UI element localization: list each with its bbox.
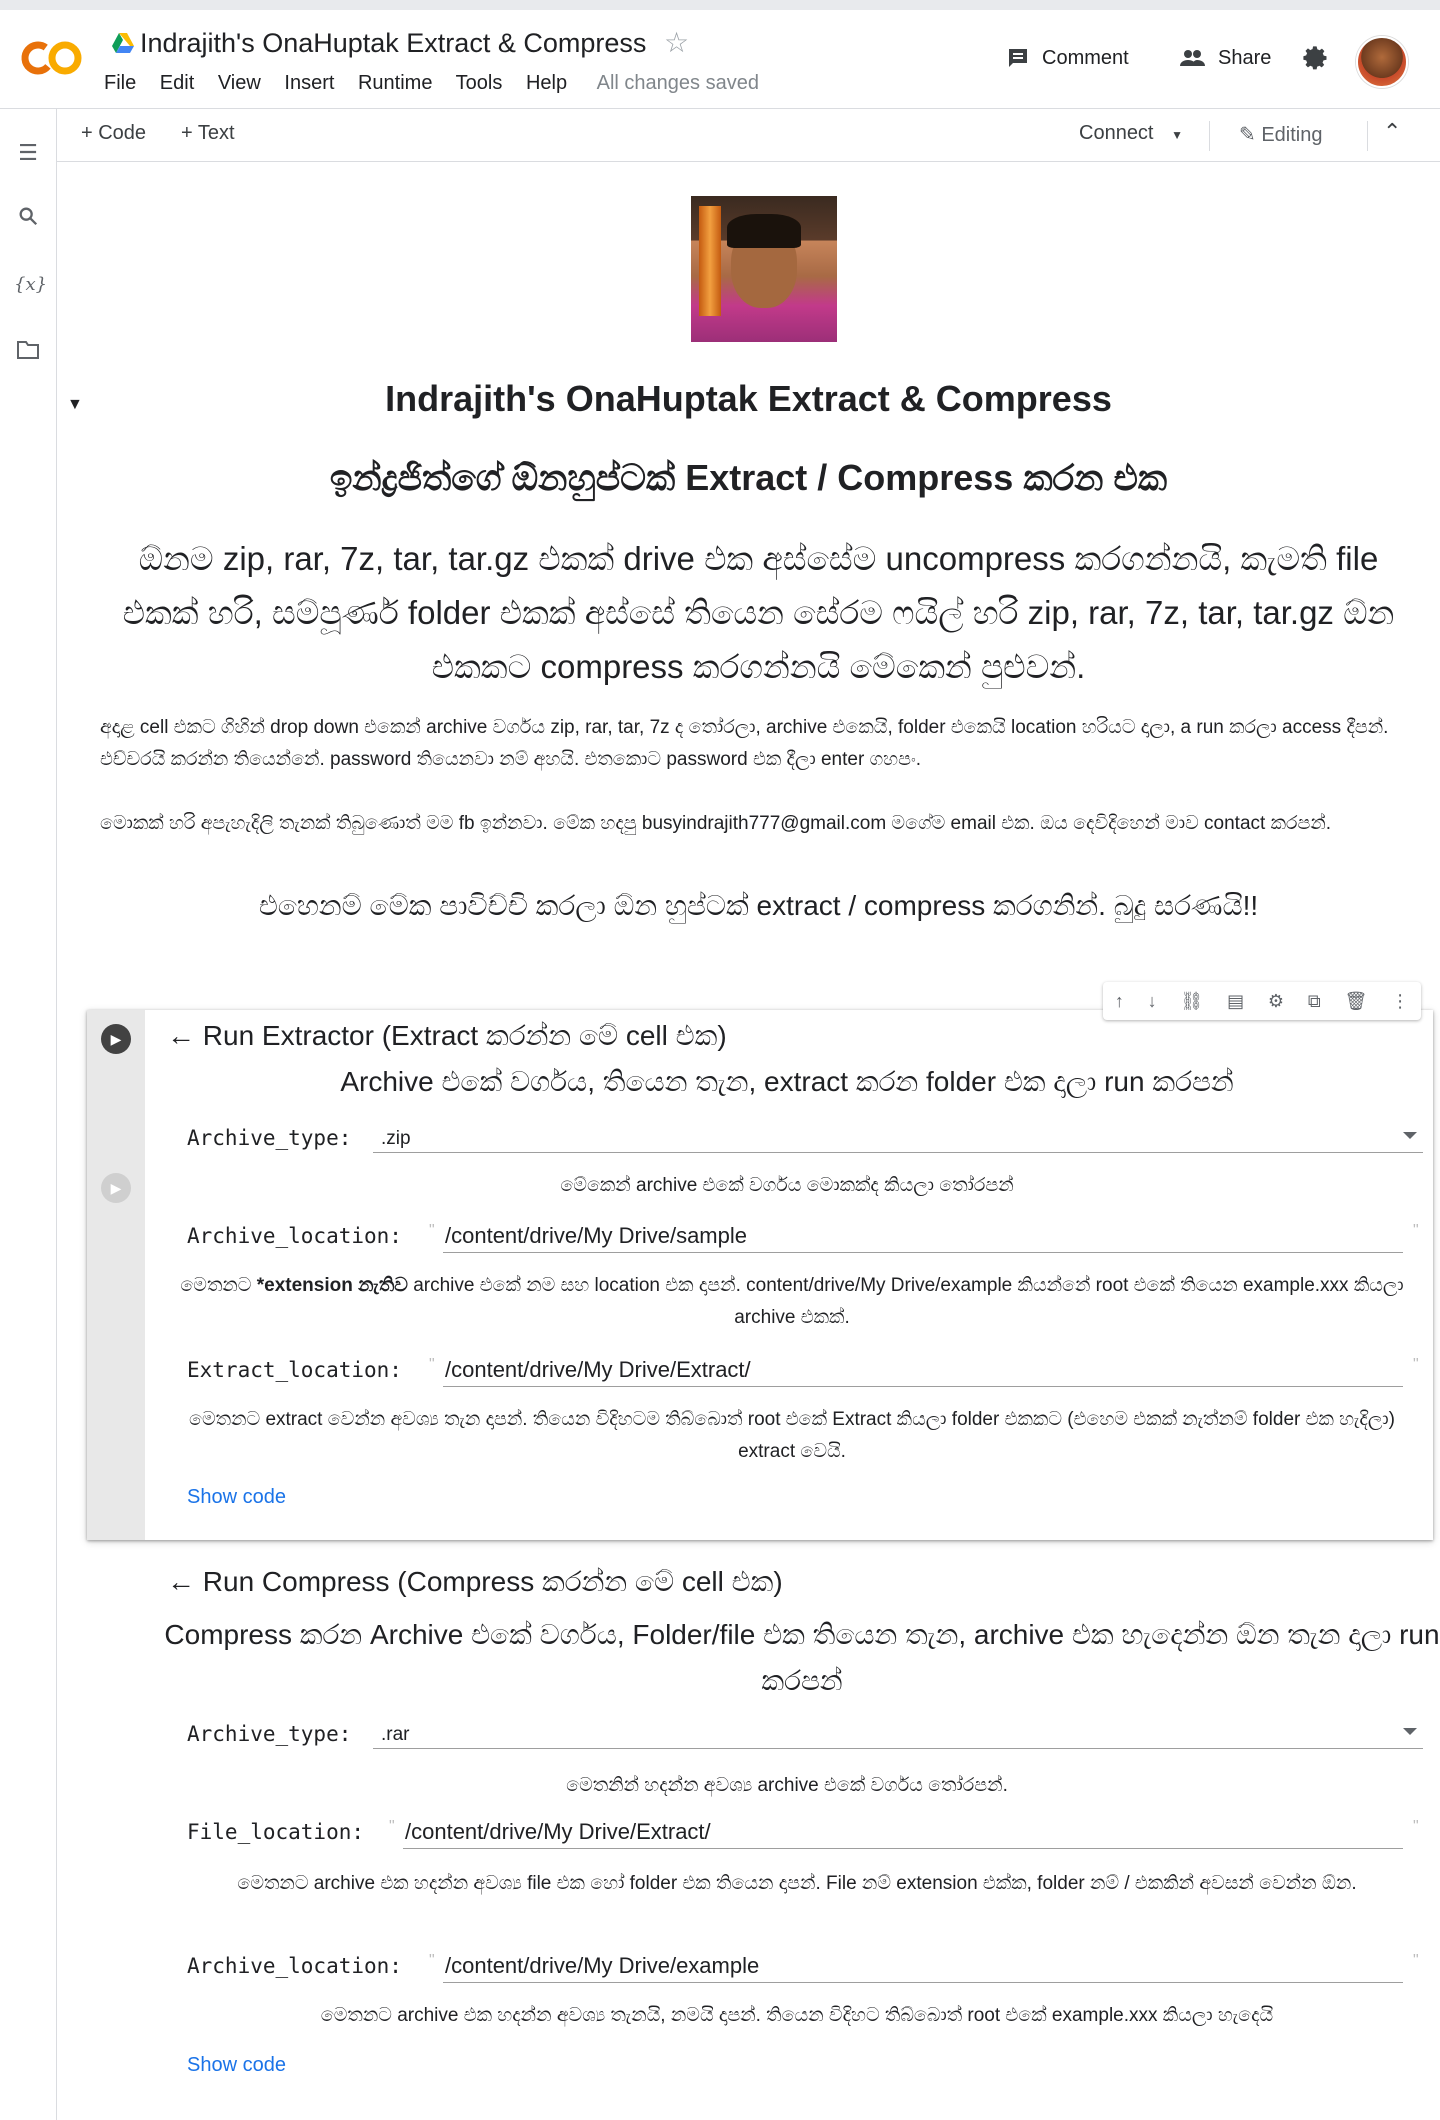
quote-mark: "	[1413, 1818, 1419, 1835]
toc-icon[interactable]: ☰	[18, 140, 38, 165]
photo-hair	[727, 214, 801, 248]
compress-title: ← Run Compress (Compress කරන්න මේ cell එක)	[167, 1566, 783, 1597]
toolbar-divider-2	[1367, 121, 1368, 151]
colab-logo[interactable]	[20, 38, 84, 78]
menu-bar	[104, 72, 777, 95]
notebook-content	[57, 162, 1440, 2120]
compress-subtitle: Compress කරන Archive එකේ වර්ගය, Folder/file එක තියෙන තැන, archive එක හැදෙන්න ඕන තැන දාලා run කරපන්	[164, 1619, 1440, 1696]
cell-settings-icon[interactable]: ⚙	[1267, 990, 1285, 1011]
compress-file-location-value: /content/drive/My Drive/Extract/	[405, 1819, 711, 1844]
notebook-toolbar	[57, 109, 1440, 162]
compress-archive-type-value: .rar	[381, 1724, 410, 1745]
run-compress-button[interactable]: ▶	[101, 1173, 131, 1203]
run-extract-button[interactable]: ▶	[101, 1024, 131, 1054]
toolbar-divider	[1209, 121, 1210, 151]
extract-archive-location-label: Archive_location:	[187, 1224, 402, 1248]
extract-show-code-link[interactable]: Show code	[187, 1486, 286, 1508]
avatar[interactable]	[1356, 36, 1408, 88]
notebook-title-text[interactable]: Indrajith's OnaHuptak Extract & Compress	[140, 28, 647, 58]
share-button[interactable]	[1178, 46, 1271, 70]
compress-show-code-link[interactable]: Show code	[187, 2054, 286, 2076]
heading-sinhala: ඉන්ද්‍රජිත්ගේ ඕනහුප්ටක් Extract / Compress කරන එක	[329, 457, 1168, 498]
quote-mark: "	[1413, 1356, 1419, 1373]
connect-button[interactable]	[1079, 122, 1183, 145]
notebook-title[interactable]	[112, 28, 646, 59]
chevron-down-icon	[1403, 1728, 1417, 1735]
people-icon	[1178, 46, 1206, 70]
desc-prefix: මෙතනට	[180, 1275, 257, 1296]
extract-title: ← Run Extractor (Extract කරන්න මේ cell එක)	[167, 1020, 727, 1051]
compress-archive-location-label: Archive_location:	[187, 1954, 402, 1978]
compress-archive-type-desc: මෙතනින් හදන්න අවශ්‍ය archive එකේ වර්ගය තෝරපන්.	[566, 1775, 1008, 1796]
contact-paragraph: මොකක් හරි අපැහැදිලි තැනක් තිබුණොත් මම fb ඉන්නවා. මේක හදපු busyindrajith777@gmail.com මගේම email එක. ඔය දෙවිදිහෙන් මාව contact කරපන්.	[100, 813, 1332, 834]
extract-archive-location-desc	[167, 1270, 1417, 1334]
extract-archive-type-value: .zip	[381, 1128, 411, 1149]
menu-help[interactable]: Help	[525, 72, 568, 94]
extract-archive-type-label: Archive_type:	[187, 1126, 352, 1150]
left-sidebar	[0, 109, 57, 2120]
quote-mark: "	[429, 1952, 435, 1969]
star-icon[interactable]: ☆	[664, 27, 690, 58]
cell-toolbar	[1103, 982, 1421, 1020]
comment-cell-icon[interactable]: ▤	[1227, 990, 1245, 1011]
compress-archive-type-select[interactable]	[373, 1720, 1423, 1749]
link-icon[interactable]: ⛓	[1180, 990, 1204, 1011]
photo-candle	[699, 206, 721, 316]
delete-icon[interactable]: 🗑	[1344, 990, 1368, 1011]
extract-archive-type-desc: මේකෙන් archive එකේ වර්ගය මොකක්ද කියලා තෝරපන්	[560, 1175, 1014, 1196]
chevron-down-icon: ▼	[1171, 128, 1183, 142]
comment-label: Comment	[1042, 46, 1129, 69]
drive-icon	[112, 33, 134, 53]
editing-label: Editing	[1261, 124, 1323, 146]
folder-icon[interactable]	[14, 339, 42, 367]
intro-text: ඕනම zip, rar, 7z, tar, tar.gz එකක් drive එක අස්සේම uncompress කරගන්නයි, කැමති file එකක් හරි, සම්පූර්ණ folder එකක් අස්සේ තියෙන සේරම ෆයිල් හරි zip, rar, 7z, tar, tar.gz ඕන එකකට compress කරගන්නයි මේකෙන් පුළුවන්.	[122, 540, 1395, 685]
save-status[interactable]: All changes saved	[596, 72, 759, 94]
desc-bold: *extension නැතිව	[256, 1275, 408, 1296]
move-up-icon[interactable]: ↑	[1114, 990, 1124, 1011]
variables-icon[interactable]: {x}	[14, 274, 48, 295]
menu-view[interactable]: View	[217, 72, 261, 94]
menu-file[interactable]: File	[104, 72, 137, 94]
compress-file-location-label: File_location:	[187, 1820, 365, 1844]
extract-archive-location-input[interactable]	[443, 1220, 1403, 1253]
settings-button[interactable]	[1302, 44, 1330, 72]
more-icon[interactable]: ⋮	[1391, 990, 1410, 1011]
move-down-icon[interactable]: ↓	[1147, 990, 1157, 1011]
menu-tools[interactable]: Tools	[455, 72, 503, 94]
gear-icon	[1302, 44, 1330, 72]
compress-archive-location-value: /content/drive/My Drive/example	[445, 1953, 760, 1978]
pencil-icon: ✎	[1239, 124, 1256, 146]
mirror-cell-icon[interactable]: ⧉	[1307, 990, 1321, 1011]
extract-location-input[interactable]	[443, 1354, 1403, 1387]
quote-mark: "	[429, 1356, 435, 1373]
quote-mark: "	[389, 1818, 395, 1835]
author-photo	[691, 196, 837, 342]
extract-archive-location-value: /content/drive/My Drive/sample	[445, 1223, 747, 1248]
menu-runtime[interactable]: Runtime	[357, 72, 433, 94]
extract-location-desc: මෙතනට extract වෙන්න අවශ්‍ය තැන දාපන්. තියෙන විදිහටම තිබ්බොත් root එකේ Extract කියලා folder එකකට (එහෙම එකක් නැත්නම් folder එක හැදිලා) extract වෙයි.	[189, 1409, 1395, 1462]
cell-gutter	[87, 1010, 145, 1540]
connect-label: Connect	[1079, 122, 1154, 144]
instructions-paragraph: අදාළ cell එකට ගිහින් drop down එකෙන් archive වර්ගය zip, rar, tar, 7z ද තෝරලා, archive එකෙයි, folder එකෙයි location හරියට දාලා, a run කරලා access දීපන්. එච්චරයි කරන්න තියෙන්නේ. password තියෙනවා නම් අහයි. එතකොට password එක දීලා enter ගහපං.	[100, 717, 1389, 770]
search-icon[interactable]	[14, 205, 42, 233]
chevron-down-icon	[1403, 1132, 1417, 1139]
heading-english: Indrajith's OnaHuptak Extract & Compress	[385, 378, 1112, 419]
chevron-up-icon[interactable]: ⌃	[1383, 119, 1402, 144]
compress-file-location-desc: මෙතනට archive එක හදන්න අවශ්‍ය file එක හෝ folder එක තියෙන දාපන්. File නම් extension එක්ක, folder නම් / එකකින් අවසන් වෙන්න ඕන.	[237, 1873, 1357, 1894]
share-label: Share	[1218, 46, 1272, 69]
compress-archive-location-input[interactable]	[443, 1950, 1403, 1983]
compress-archive-location-desc: මෙතනට archive එක හදන්න අවශ්‍ය තැනයි, නමයි දාපන්. තියෙන විදිහට තිබ්බොත් root එකේ example.xxx කියලා හැදෙයි	[320, 2005, 1274, 2026]
add-code-button[interactable]: + Code	[81, 122, 147, 144]
desc-rest: archive එකේ නම සහ location එක දාපන්. content/drive/My Drive/example කියන්නේ root එකේ තියෙන example.xxx කියලා archive එකක්.	[407, 1275, 1404, 1328]
quote-mark: "	[1413, 1952, 1419, 1969]
closing-text: එහෙනම් මේක පාවිච්චි කරලා ඕන හුප්ටක් extract / compress කරගනින්. බුදු සරණයි!!	[258, 890, 1259, 921]
extract-cell[interactable]	[87, 1010, 1433, 1540]
extract-location-label: Extract_location:	[187, 1358, 402, 1382]
add-text-button[interactable]: + Text	[181, 122, 235, 144]
browser-top-strip	[0, 0, 1440, 10]
menu-insert[interactable]: Insert	[284, 72, 335, 94]
extract-location-value: /content/drive/My Drive/Extract/	[445, 1357, 751, 1382]
quote-mark: "	[1413, 1222, 1419, 1239]
editing-button[interactable]	[1239, 122, 1322, 147]
compress-file-location-input[interactable]	[403, 1816, 1403, 1849]
comment-icon	[1006, 46, 1030, 70]
comment-button[interactable]	[1006, 46, 1129, 70]
extract-subtitle: Archive එකේ වර්ගය, තියෙන තැන, extract කරන folder එක දාලා run කරපන්	[340, 1066, 1234, 1097]
menu-edit[interactable]: Edit	[159, 72, 195, 94]
quote-mark: "	[429, 1222, 435, 1239]
app-header	[0, 10, 1440, 109]
compress-archive-type-label: Archive_type:	[187, 1722, 352, 1746]
extract-archive-type-select[interactable]	[373, 1124, 1423, 1153]
collapse-section-icon[interactable]: ▼	[67, 396, 83, 413]
